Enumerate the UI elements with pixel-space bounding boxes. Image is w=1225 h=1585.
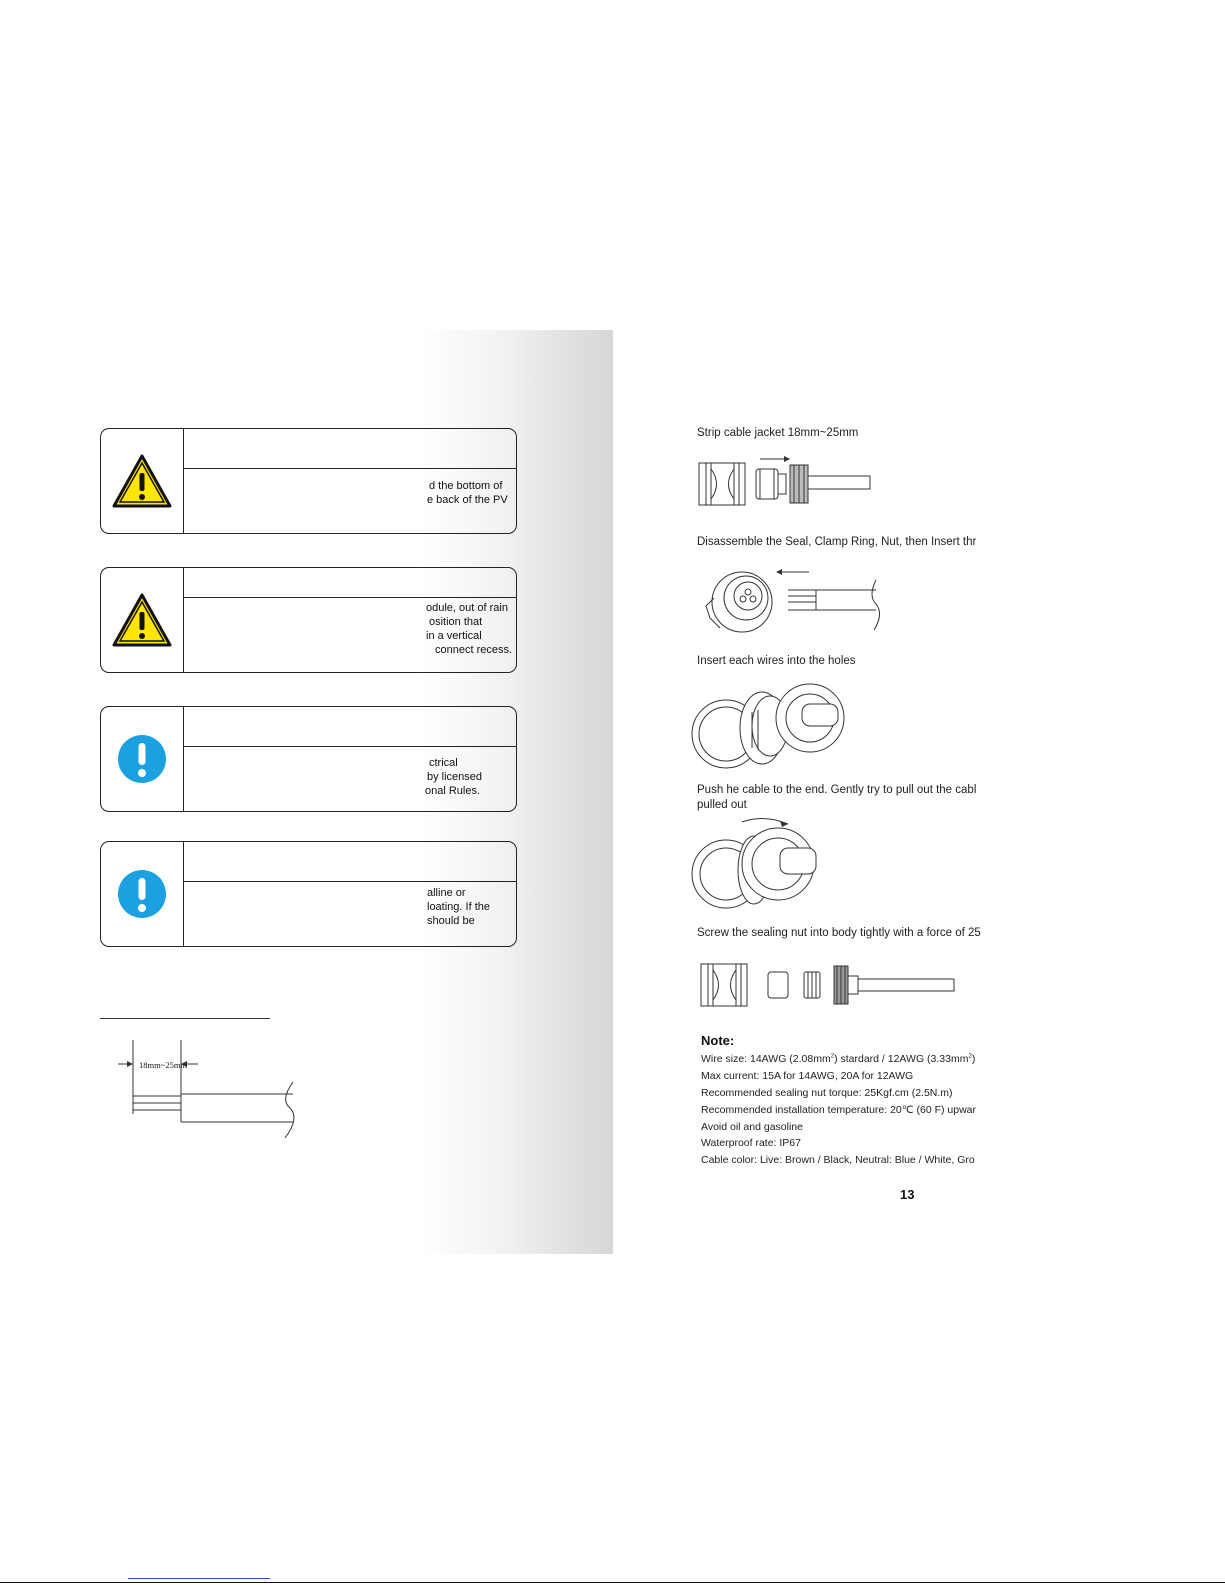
page-number: 13: [900, 1187, 915, 1202]
bottom-rule: [0, 1582, 1225, 1583]
box-3-line-1: ctrical: [429, 757, 458, 769]
box-2-line-2: osition that: [429, 616, 483, 628]
box-3-line-2: by licensed: [427, 771, 483, 783]
box-4-line-1: alline or: [427, 887, 466, 899]
section-heading-underline: [100, 1018, 270, 1019]
connector-figure-5: [700, 960, 960, 1010]
box-3-line-3: onal Rules.: [425, 785, 481, 797]
note-line-3: Recommended sealing nut torque: 25Kgf.cm (2.5N.m): [701, 1087, 953, 1099]
warning-box-2: [100, 567, 517, 673]
note-line-1: Wire size: 14AWG $(2.08mm^2)$ stardard / 12AWG $(3.33mm^2)$: [701, 1053, 976, 1065]
warning-triangle-icon: [111, 592, 173, 648]
step-1-caption: Strip cable jacket 18mm~25mm: [697, 427, 859, 439]
connector-figure-1: [698, 455, 878, 511]
note-title: Note:: [701, 1033, 735, 1048]
box-2-line-4: connect recess.: [435, 644, 513, 656]
info-box-3: [100, 706, 517, 812]
info-exclamation-icon: [116, 868, 168, 920]
note-line-6: Waterproof rate: IP67: [701, 1137, 801, 1149]
note-line-5: Avoid oil and gasoline: [701, 1121, 803, 1133]
cable-strip-figure: [110, 1040, 310, 1150]
note-line-2: Max current: 15A for 14AWG, 20A for 12AWG: [701, 1070, 914, 1082]
box-4-line-3: should be: [427, 915, 475, 927]
connector-figure-2: [696, 568, 886, 640]
bottom-link-underline[interactable]: [128, 1578, 270, 1579]
box-4-line-2: loating. If the: [427, 901, 490, 913]
box-2-line-1: odule, out of rain: [426, 602, 508, 614]
info-exclamation-icon: [116, 733, 168, 785]
note-line-4: Recommended installation temperature: 20℃ (60 F) upwar: [701, 1104, 977, 1116]
step-5-caption: Screw the sealing nut into body tightly with a force of 25: [697, 927, 981, 939]
info-box-4: [100, 841, 517, 947]
step-4-caption-2: pulled out: [697, 799, 747, 811]
strip-dimension-label: 18mm~25mm: [139, 1060, 188, 1070]
step-2-caption: Disassemble the Seal, Clamp Ring, Nut, then Insert thr: [697, 536, 977, 548]
warning-box-1: [100, 428, 517, 534]
step-3-caption: Insert each wires into the holes: [697, 655, 856, 667]
warning-triangle-icon: [111, 453, 173, 509]
connector-figure-3: [690, 682, 850, 774]
connector-figure-4: [690, 816, 830, 916]
box-1-line-1: d the bottom of: [429, 480, 503, 492]
step-4-caption: Push he cable to the end. Gently try to pull out the cabl: [697, 784, 977, 796]
box-1-line-2: e back of the PV: [427, 494, 508, 506]
box-2-line-3: in a vertical: [426, 630, 482, 642]
note-line-7: Cable color: Live: Brown / Black, Neutral: Blue / White, Gro: [701, 1154, 975, 1166]
